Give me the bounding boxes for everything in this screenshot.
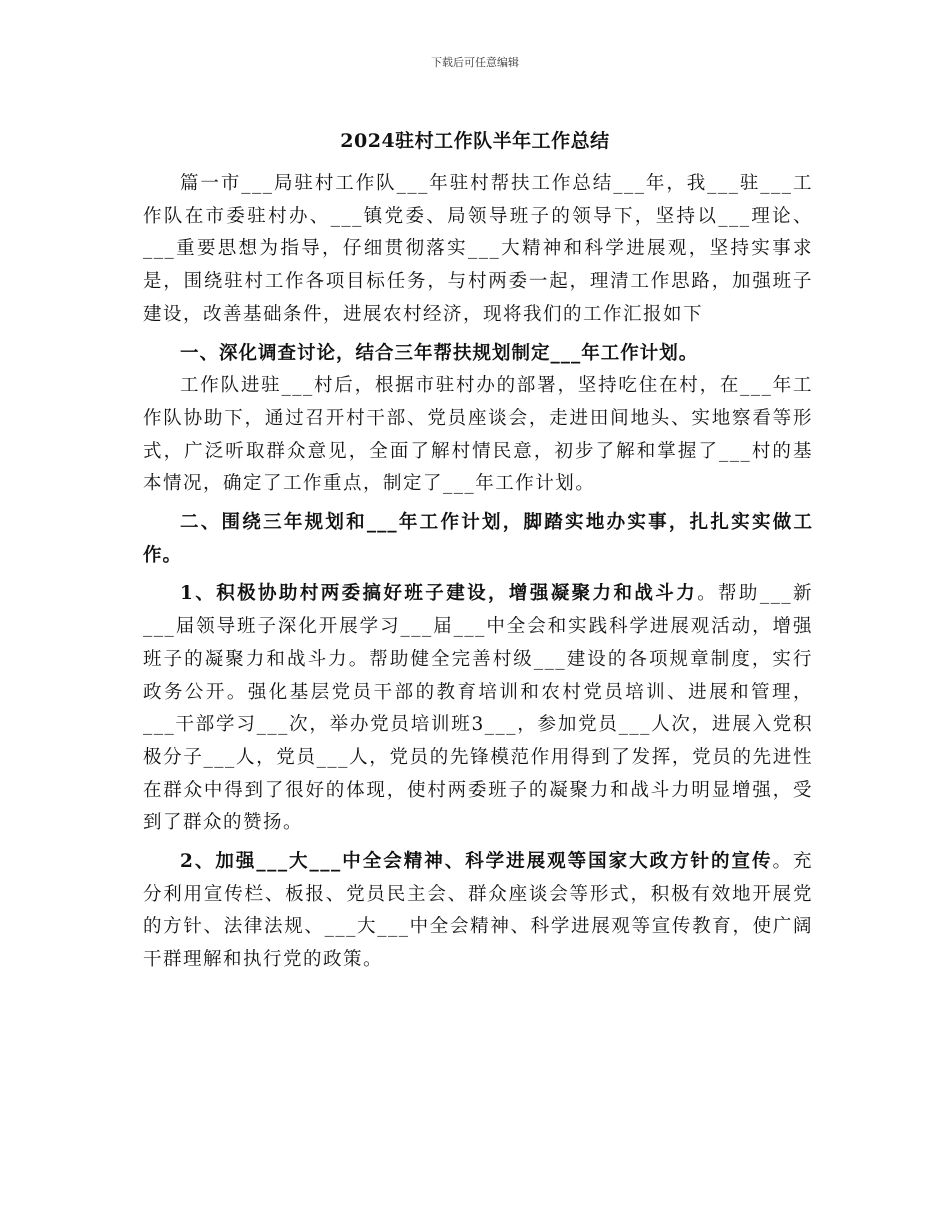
section-heading-2: 二、围绕三年规划和___年工作计划，脚踏实地办实事，扎扎实实做工作。 bbox=[143, 512, 813, 566]
subsection-1-paragraph bbox=[143, 578, 813, 840]
intro-paragraph: 篇一市___局驻村工作队___年驻村帮扶工作总结___年，我___驻___工作队在市委驻村办、___镇党委、局领导班子的领导下，坚持以___理论、___重要思想为指导，仔细贯彻落实___大精神和科学进展观，坚持实事求是，围绕驻村工作各项目标任务，与村两委一起，理清工作思路，加强班子建设，改善基础条件，进展农村经济，现将我们的工作汇报如下 bbox=[143, 173, 813, 325]
page-header: 下载后可任意编辑 bbox=[431, 56, 519, 69]
section-1-paragraph: 工作队进驻___村后，根据市驻村办的部署，坚持吃住在村，在___年工作队协助下，通过召开村干部、党员座谈会，走进田间地头、实地察看等形式，广泛听取群众意见，全面了解村情民意，初步了解和掌握了___村的基本情况，确定了工作重点，制定了___年工作计划。 bbox=[143, 375, 813, 495]
subsection-1-body: 。帮助___新___届领导班子深化开展学习___届___中全会和实践科学进展观活动，增强班子的凝聚力和战斗力。帮助健全完善村级___建设的各项规章制度，实行政务公开。强化基层党员干部的教育培训和农村党员培训、进展和管理，___干部学习___次，举办党员培训班3___，参加党员___人次，进展入党积极分子___人，党员___人，党员的先锋模范作用得到了发挥，党员的先进性在群众中得到了很好的体现，使村两委班子的凝聚力和战斗力明显增强，受到了群众的赞扬。 bbox=[143, 583, 813, 834]
document-title: 2024驻村工作队半年工作总结 bbox=[340, 130, 610, 152]
subsection-2-paragraph bbox=[143, 846, 813, 977]
subsection-1-heading: 1、积极协助村两委搞好班子建设，增强凝聚力和战斗力 bbox=[180, 583, 698, 605]
subsection-2-body: 。充分利用宣传栏、板报、党员民主会、群众座谈会等形式，积极有效地开展党的方针、法律法规、___大___中全会精神、科学进展观等宣传教育，使广阔干群理解和执行党的政策。 bbox=[143, 851, 813, 971]
section-heading-1: 一、深化调查讨论，结合三年帮扶规划制定___年工作计划。 bbox=[180, 342, 699, 364]
document-body bbox=[143, 168, 813, 977]
subsection-2-heading: 2、加强___大___中全会精神、科学进展观等国家大政方针的宣传 bbox=[180, 851, 773, 873]
